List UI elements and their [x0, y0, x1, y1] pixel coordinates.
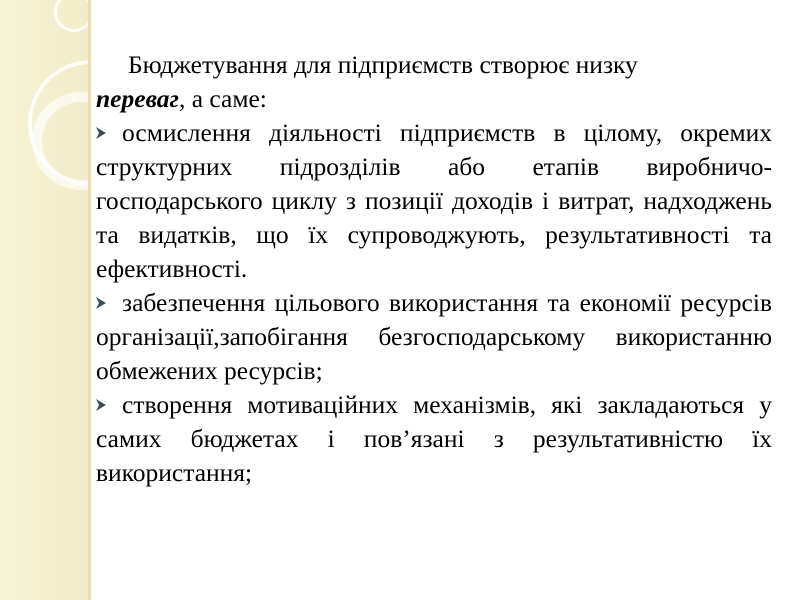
intro-paragraph [96, 48, 772, 116]
bullet-text: осмислення діяльності підприємств в цілому, окремих структурних підрозділів або етапів виробничо-господарського циклу з позиції доходів і витрат, надходжень та видатків, що їх супроводжують, результативності та ефективності. [96, 118, 772, 283]
arrow-right-icon [96, 127, 106, 139]
intro-tail: , а саме: [178, 84, 267, 113]
bullet-text: забезпечення цільового використання та економії ресурсів організації,запобігання безгосподарському використанню обмежених ресурсів; [96, 288, 772, 385]
arrow-right-icon [96, 297, 106, 309]
bullet-item [96, 116, 772, 286]
slide-body [96, 48, 772, 490]
intro-text: Бюджетування для підприємств створює низку [128, 50, 638, 79]
decorative-side-band [0, 0, 88, 600]
intro-emphasis: переваг [96, 84, 179, 113]
decorative-divider [88, 0, 91, 600]
bullet-item [96, 388, 772, 490]
arrow-right-icon [96, 399, 106, 411]
bullet-text: створення мотиваційних механізмів, які закладаються у самих бюджетах і пов’язані з результативністю їх використання; [96, 390, 772, 487]
bullet-item [96, 286, 772, 388]
